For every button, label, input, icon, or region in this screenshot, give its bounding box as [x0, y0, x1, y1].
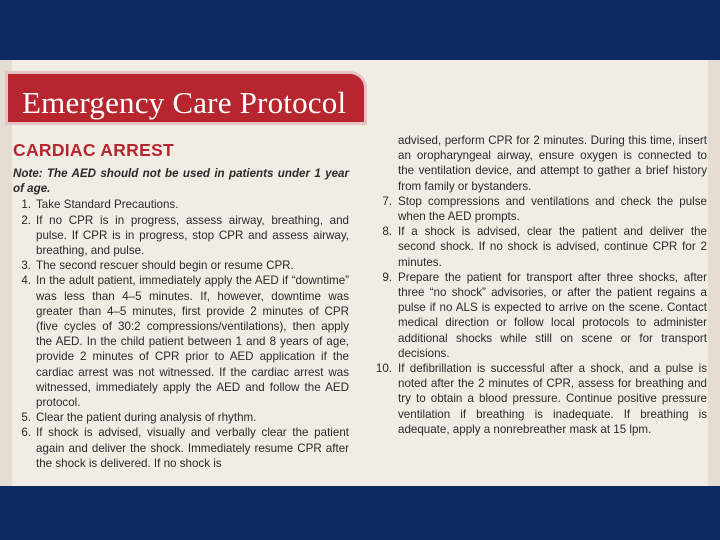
list-item [13, 425, 349, 471]
step-text: The second rescuer should begin or resume CPR. [36, 259, 294, 273]
step-number: 3. [21, 259, 31, 273]
step-6-continuation: advised, perform CPR for 2 minutes. During this time, insert an oropharyngeal airway, ensure oxygen is connected to the ventilation device, and attempt to gather a brief history from family or bystanders. [398, 134, 707, 193]
list-item [13, 273, 349, 410]
list-item [372, 361, 707, 437]
steps-list-right [372, 194, 707, 437]
step-number: 10. [375, 362, 392, 376]
page-title: Emergency Care Protocol [22, 85, 347, 120]
right-column [372, 133, 707, 437]
list-item [13, 258, 349, 273]
title-banner [4, 68, 370, 126]
section-heading: CARDIAC ARREST [13, 140, 175, 160]
step-number: 7. [382, 194, 392, 208]
age-note: Note: The AED should not be used in patients under 1 year of age. [13, 167, 349, 196]
title-banner-background [8, 74, 364, 122]
step-text: If no CPR is in progress, assess airway, breathing, and pulse. If CPR is in progress, stop CPR and assess airway, breathing, and pulse. [36, 213, 349, 258]
step-text: If a shock is advised, clear the patient and deliver the second shock. If no shock is advised, continue CPR for 2 minutes. [398, 225, 707, 269]
list-item [372, 224, 707, 270]
bottom-bar [0, 486, 720, 540]
steps-list-left [13, 197, 349, 471]
step-number: 5. [21, 411, 31, 425]
top-bar [0, 0, 720, 60]
step-number: 6. [21, 426, 31, 440]
step-text: If shock is advised, visually and verbally clear the patient again and deliver the shock. Immediately resume CPR after the shock is delivered. If no shock is [36, 426, 349, 470]
list-item [372, 194, 707, 224]
step-text: Prepare the patient for transport after three shocks, after three “no shock” advisories, or after the patient regains a pulse if no ALS is expected to arrive on the scene. Contact medical direction or follow local protocols to administer additional shocks while still on scene or for transport decisions. [398, 270, 707, 360]
step-text: Clear the patient during analysis of rhythm. [36, 411, 257, 425]
left-column [13, 140, 349, 471]
list-item [372, 270, 707, 361]
list-item [13, 213, 349, 259]
list-item [13, 410, 349, 425]
list-item [13, 197, 349, 212]
step-number: 8. [382, 225, 392, 239]
step-number: 2. [21, 213, 31, 227]
step-number: 4. [21, 274, 31, 288]
step-text: Stop compressions and ventilations and check the pulse when the AED prompts. [398, 194, 707, 224]
step-number: 9. [382, 270, 392, 284]
step-text: If defibrillation is successful after a shock, and a pulse is noted after the 2 minutes of CPR, assess for breathing and try to obtain a blood pressure. Continue positive pressure ventilation if breathing is inadequate. If breathing is adequate, apply a nonrebreather mask at 15 lpm. [398, 362, 707, 436]
step-text: Take Standard Precautions. [36, 198, 179, 212]
protocol-document [0, 60, 720, 486]
step-number: 1. [21, 198, 31, 212]
step-text: In the adult patient, immediately apply the AED if “downtime” was less than 4–5 minutes. If, however, downtime was greater than 4–5 minutes, first provide 2 minutes of CPR (five cycles of 30:2 compressions/ventilations), then apply the AED. In the child patient between 1 and 8 years of age, provide 2 minutes of CPR prior to AED application if the cardiac arrest was not witnessed. If the cardiac arrest was witnessed, immediately apply the AED and follow the AED protocol. [36, 274, 349, 410]
